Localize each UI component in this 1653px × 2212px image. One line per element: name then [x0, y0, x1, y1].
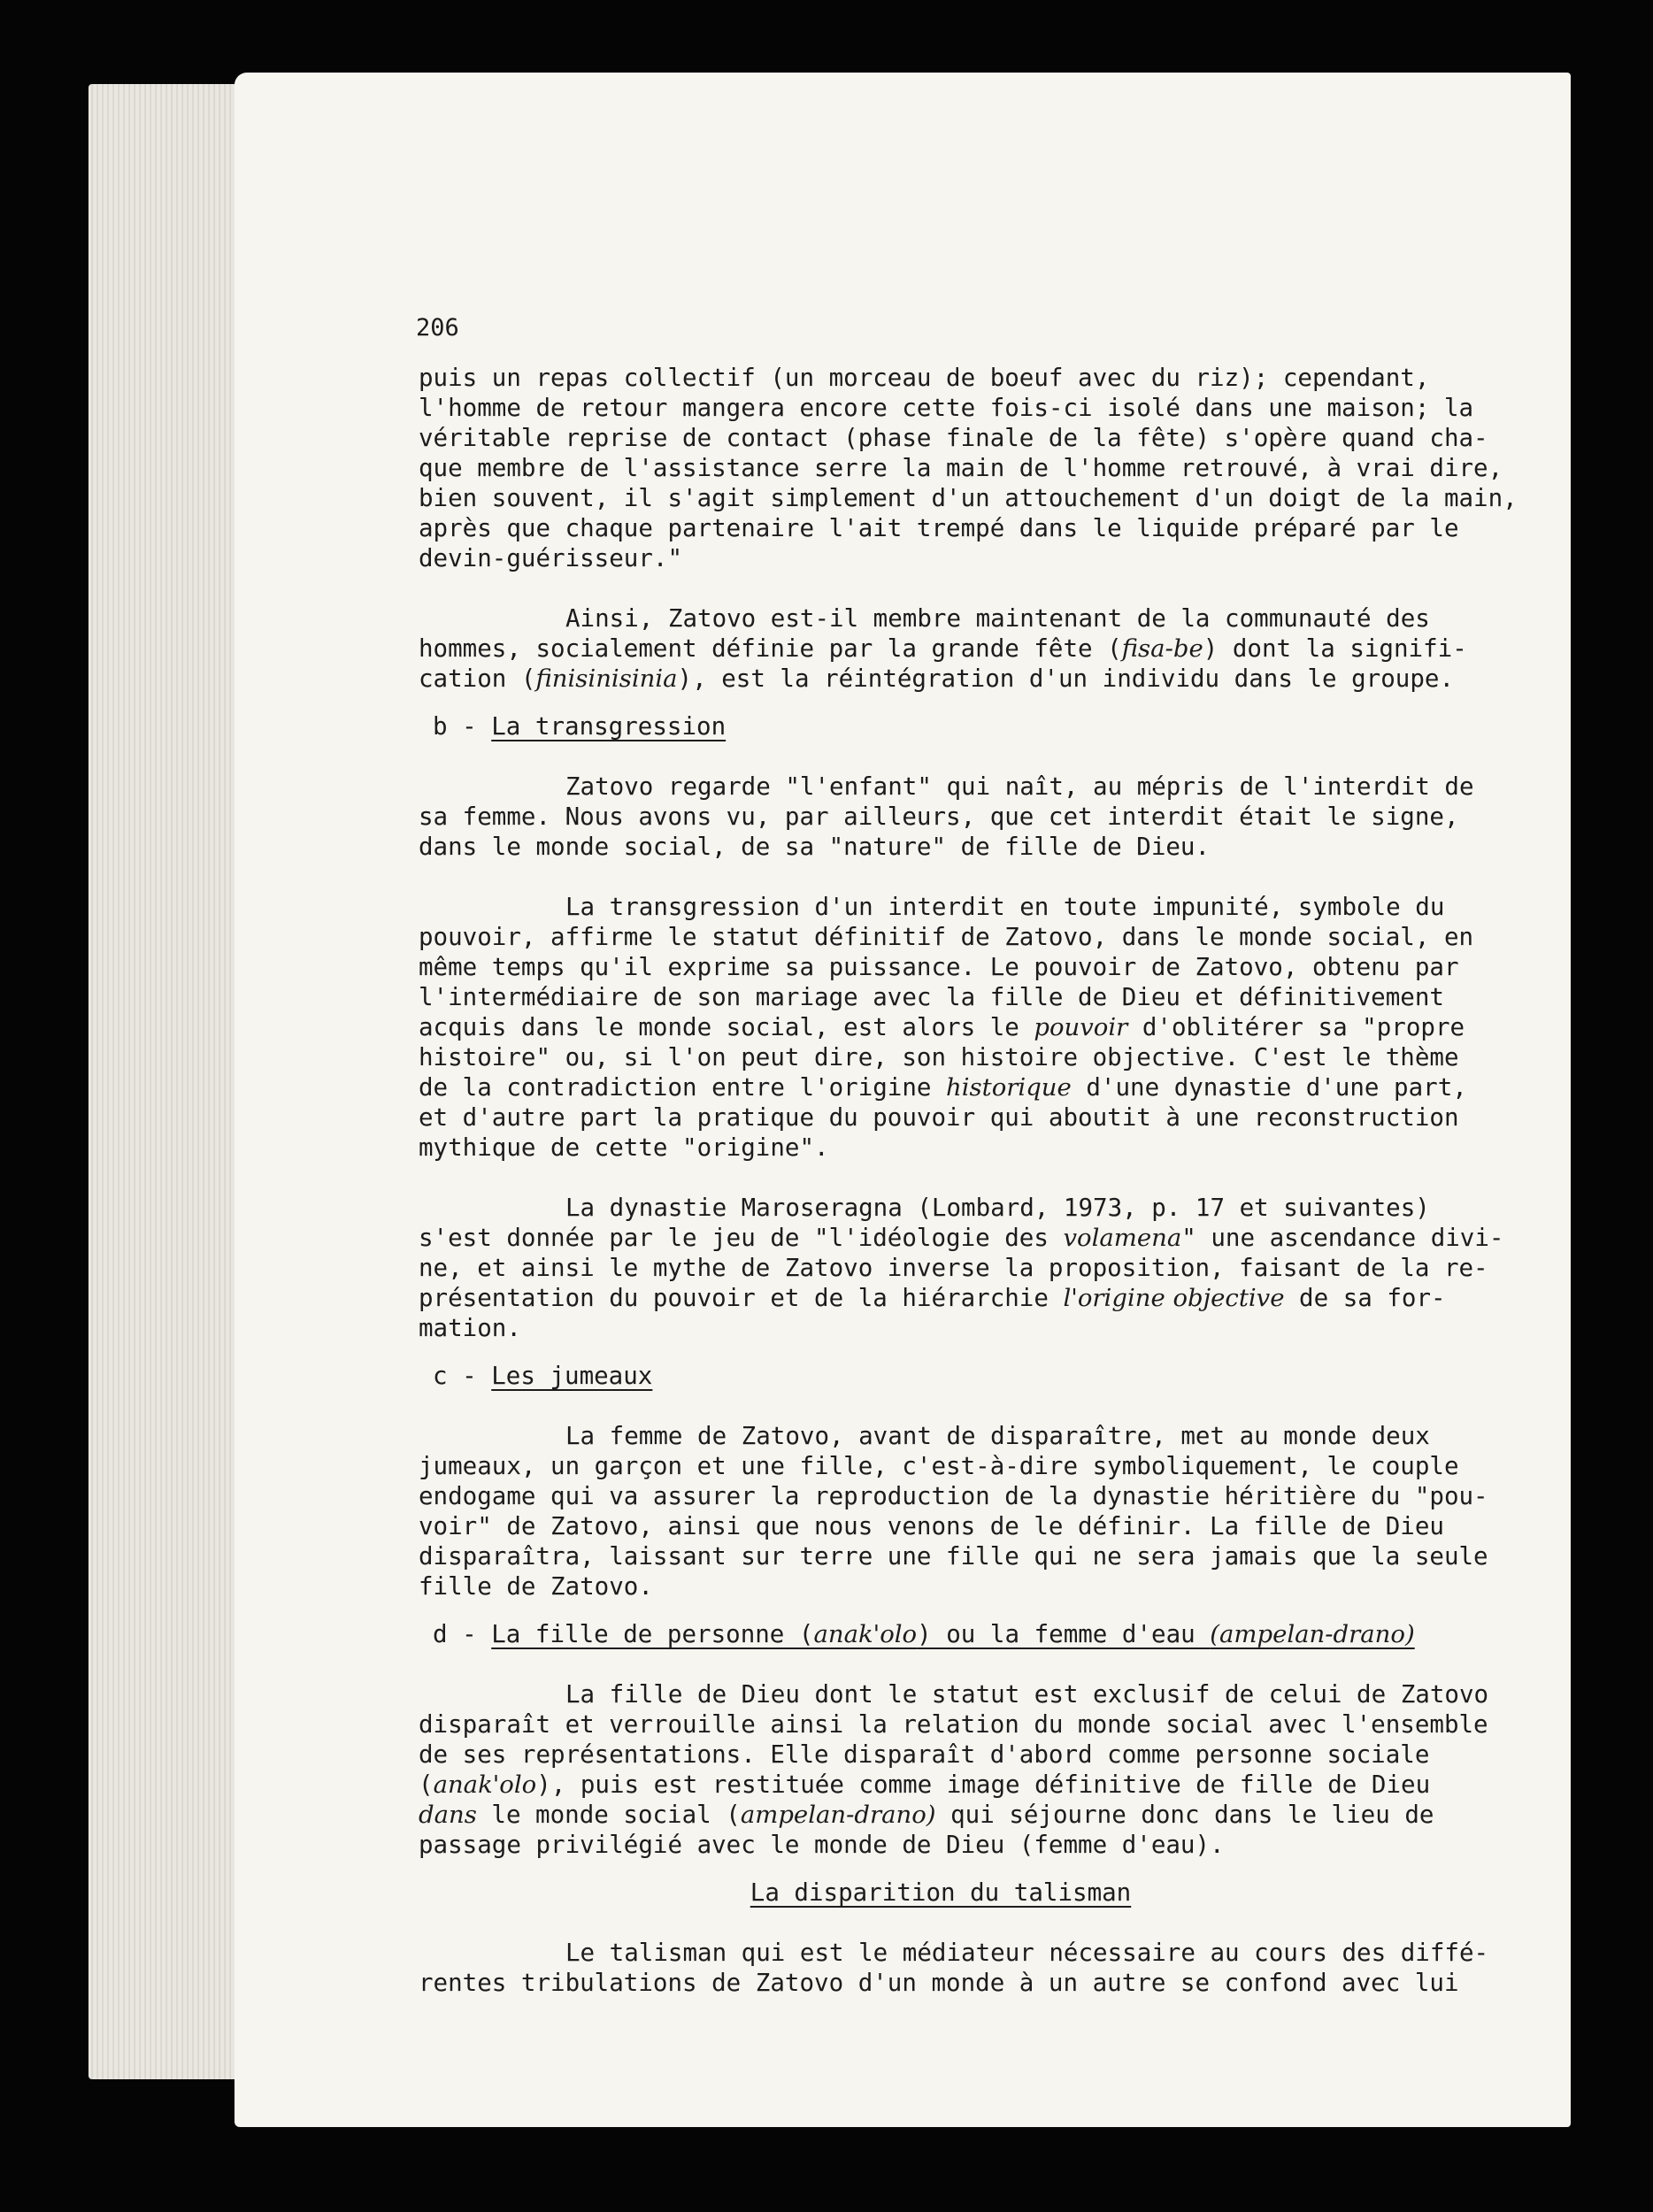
paragraph-fille-de-dieu: [419, 1679, 1489, 1860]
text-line: et d'autre part la pratique du pouvoir qui aboutit à une reconstruction: [419, 1103, 1459, 1132]
text-line: bien souvent, il s'agit simplement d'un attouchement d'un doigt de la main,: [419, 484, 1518, 512]
text-line: ne, et ainsi le mythe de Zatovo inverse la proposition, faisant de la re-: [419, 1254, 1488, 1282]
text-line: s'est donnée par le jeu de "l'idéologie des volamena" une ascendance divi-: [419, 1224, 1504, 1252]
text-line: disparaît et verrouille ainsi la relation du monde social avec l'ensemble: [419, 1710, 1488, 1739]
text-line: Le talisman qui est le médiateur nécessaire au cours des diffé-: [565, 1939, 1489, 1967]
text-line: passage privilégié avec le monde de Dieu (femme d'eau).: [419, 1831, 1225, 1859]
text-line: dans le monde social (ampelan-drano) qui séjourne donc dans le lieu de: [419, 1801, 1434, 1829]
italic-term: historique: [946, 1073, 1072, 1102]
italic-term: dans: [419, 1801, 477, 1829]
text-line: même temps qu'il exprime sa puissance. Le pouvoir de Zatovo, obtenu par: [419, 953, 1459, 981]
text-line: La fille de Dieu dont le statut est exclusif de celui de Zatovo: [565, 1680, 1489, 1709]
text-line: jumeaux, un garçon et une fille, c'est-à-dire symboliquement, le couple: [419, 1452, 1459, 1480]
book-page-edges: [88, 84, 257, 2079]
text-line: de la contradiction entre l'origine historique d'une dynastie d'une part,: [419, 1073, 1467, 1102]
text-line: Ainsi, Zatovo est-il membre maintenant de la communauté des: [565, 604, 1430, 633]
page-number: 206: [416, 314, 459, 342]
text-line: cation (finisinisinia), est la réintégration d'un individu dans le groupe.: [419, 664, 1455, 693]
italic-term: fisa-be: [1121, 634, 1203, 663]
italic-term: finisinisinia: [535, 664, 678, 693]
text-line: voir" de Zatovo, ainsi que nous venons de le définir. La fille de Dieu: [419, 1512, 1444, 1540]
italic-term: volamena: [1063, 1224, 1182, 1252]
italic-term: l'origine objective: [1063, 1284, 1285, 1312]
text-line: La transgression d'un interdit en toute impunité, symbole du: [565, 893, 1445, 921]
text-line: présentation du pouvoir et de la hiérarchie l'origine objective de sa for-: [419, 1284, 1446, 1312]
text-line: dans le monde social, de sa "nature" de fille de Dieu.: [419, 833, 1211, 861]
text-line: hommes, socialement définie par la grande fête (fisa-be) dont la signifi-: [419, 634, 1467, 663]
text-line: pouvoir, affirme le statut définitif de Zatovo, dans le monde social, en: [419, 923, 1474, 951]
text-line: mythique de cette "origine".: [419, 1133, 829, 1162]
text-line: sa femme. Nous avons vu, par ailleurs, que cet interdit était le signe,: [419, 803, 1459, 831]
section-heading-d: d - La fille de personne (anak'olo) ou la femme d'eau (ampelan-drano): [433, 1620, 1415, 1648]
italic-term: ampelan-drano): [740, 1801, 936, 1829]
text-line: puis un repas collectif (un morceau de boeuf avec du riz); cependant,: [419, 364, 1430, 392]
text-line: acquis dans le monde social, est alors le pouvoir d'oblitérer sa "propre: [419, 1013, 1465, 1041]
text-line: que membre de l'assistance serre la main de l'homme retrouvé, à vrai dire,: [419, 454, 1503, 482]
paragraph-jumeaux: [419, 1421, 1488, 1601]
text-line: l'homme de retour mangera encore cette fois-ci isolé dans une maison; la: [419, 394, 1474, 422]
text-line: (anak'olo), puis est restituée comme image définitive de fille de Dieu: [419, 1770, 1431, 1799]
italic-term: anak'olo: [433, 1770, 537, 1799]
section-heading-b: b - La transgression: [433, 712, 727, 741]
text-line: La femme de Zatovo, avant de disparaître, met au monde deux: [565, 1422, 1430, 1450]
text-line: véritable reprise de contact (phase finale de la fête) s'opère quand cha-: [419, 424, 1488, 452]
paragraph-transgression: [419, 772, 1474, 862]
paragraph-pouvoir: [419, 892, 1474, 1163]
text-line: après que chaque partenaire l'ait trempé dans le liquide préparé par le: [419, 514, 1459, 542]
paragraph-reintegration: [419, 603, 1467, 694]
section-heading-c: c - Les jumeaux: [433, 1362, 653, 1390]
text-line: disparaîtra, laissant sur terre une fille qui ne sera jamais que la seule: [419, 1542, 1488, 1571]
text-line: endogame qui va assurer la reproduction de la dynastie héritière du "pou-: [419, 1482, 1488, 1510]
text-line: fille de Zatovo.: [419, 1572, 653, 1601]
italic-term: pouvoir: [1034, 1013, 1128, 1041]
paragraph-talisman: [419, 1938, 1489, 1998]
text-line: l'intermédiaire de son mariage avec la fille de Dieu et définitivement: [419, 983, 1444, 1011]
text-line: devin-guérisseur.": [419, 544, 683, 572]
text-line: Zatovo regarde "l'enfant" qui naît, au mépris de l'interdit de: [565, 772, 1474, 801]
text-line: rentes tribulations de Zatovo d'un monde à un autre se confond avec lui: [419, 1969, 1459, 1997]
page-text: [419, 363, 1518, 1998]
paragraph-quote-end: [419, 363, 1518, 573]
text-line: mation.: [419, 1314, 521, 1342]
text-line: histoire" ou, si l'on peut dire, son histoire objective. C'est le thème: [419, 1043, 1459, 1071]
paragraph-dynastie: [419, 1193, 1504, 1343]
text-line: La dynastie Maroseragna (Lombard, 1973, p. 17 et suivantes): [565, 1194, 1430, 1222]
section-heading-talisman: La disparition du talisman: [750, 1878, 1132, 1907]
text-line: de ses représentations. Elle disparaît d'abord comme personne sociale: [419, 1740, 1430, 1769]
